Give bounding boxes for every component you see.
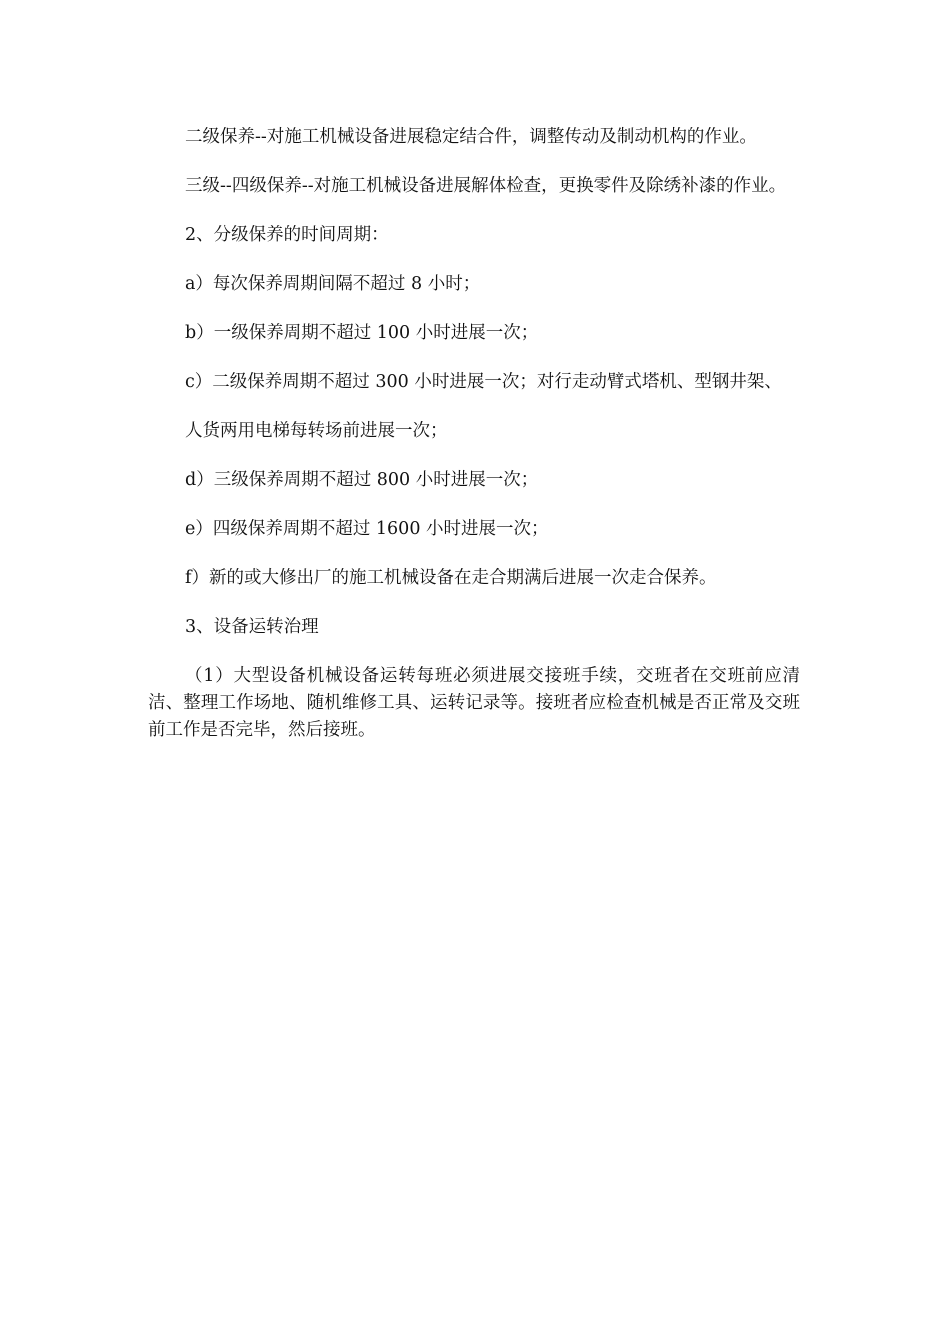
list-item-c-continued: 人货两用电梯每转场前进展一次；: [185, 421, 448, 441]
list-item-d: d）三级保养周期不超过 800 小时进展一次；: [185, 470, 539, 490]
paragraph-level3-4-maintenance: 三级--四级保养--对施工机械设备进展解体检查，更换零件及除绣补漆的作业。: [185, 176, 787, 196]
list-item-a: a）每次保养周期间隔不超过 8 小时；: [185, 274, 481, 294]
section-heading-operation-management: 3、设备运转治理: [185, 617, 319, 637]
paragraph-level2-maintenance: 二级保养--对施工机械设备进展稳定结合件，调整传动及制动机构的作业。: [185, 127, 757, 147]
paragraph-shift-handover: （1）大型设备机械设备运转每班必须进展交接班手续，交班者在交班前应清洁、整理工作场地、随机维修工具、运转记录等。接班者应检查机械是否正常及交班前工作是否完毕，然后接班。: [148, 666, 800, 740]
list-item-e: e）四级保养周期不超过 1600 小时进展一次；: [185, 519, 549, 539]
section-heading-maintenance-period: 2、分级保养的时间周期：: [185, 225, 389, 245]
list-item-f: f）新的或大修出厂的施工机械设备在走合期满后进展一次走合保养。: [185, 568, 717, 588]
document-body: [148, 124, 800, 766]
list-item-b: b）一级保养周期不超过 100 小时进展一次；: [185, 323, 539, 343]
list-item-c: c）二级保养周期不超过 300 小时进展一次；对行走动臂式塔机、型钢井架、: [185, 372, 782, 392]
